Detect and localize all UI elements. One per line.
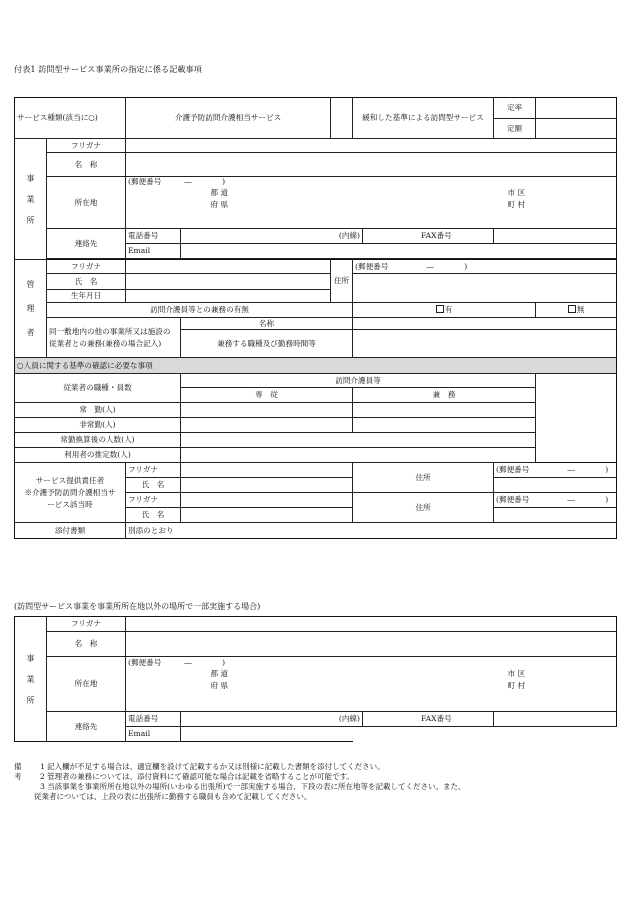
- provider2-postal[interactable]: (郵便番号 ― ): [494, 493, 617, 508]
- branch-address-field[interactable]: [126, 692, 617, 712]
- office-phone-label: 電話番号: [126, 229, 181, 244]
- manager-address-label: 住所: [331, 260, 353, 303]
- branch-phone-ext[interactable]: (内線): [181, 712, 363, 727]
- branch-chouson: 町 村: [494, 680, 617, 692]
- office-furigana-field[interactable]: [126, 139, 617, 153]
- provider2-name-field[interactable]: [181, 508, 353, 523]
- rate-mark[interactable]: [536, 98, 617, 119]
- office-fax-field[interactable]: [494, 229, 617, 244]
- branch-contact-label: 連絡先: [47, 712, 126, 742]
- branch-fax-field[interactable]: [494, 712, 617, 727]
- checkbox-yes[interactable]: [436, 305, 444, 313]
- branch-name-field[interactable]: [126, 632, 617, 657]
- notes-label: 備考: [14, 762, 22, 782]
- manager-other-name-label: 名称: [181, 318, 353, 330]
- staff-helpers-label: 訪問介護員等: [181, 374, 536, 388]
- office-name-label: 名 称: [47, 153, 126, 177]
- office-contact-label: 連絡先: [47, 229, 126, 259]
- branch-todo: 都 道: [210, 668, 229, 678]
- branch-furigana-field[interactable]: [126, 617, 617, 632]
- attachments-value: 別添のとおり: [126, 523, 617, 539]
- manager-concurrent-question: 訪問介護員等との兼務の有無: [47, 303, 353, 318]
- form-title: 付表1 訪問型サービス事業所の指定に係る記載事項: [14, 64, 202, 74]
- branch-section-label: 事業所: [15, 617, 47, 742]
- service-type-label: サービス種類(該当に○): [15, 98, 126, 139]
- service-option-1-mark[interactable]: [331, 98, 353, 139]
- branch-location-label: 所在地: [47, 657, 126, 712]
- office-location-label: 所在地: [47, 177, 126, 229]
- provider1-name-field[interactable]: [181, 478, 353, 493]
- provider2-furigana-field[interactable]: [181, 493, 353, 508]
- manager-birth-field[interactable]: [126, 290, 331, 303]
- staff-parttime-label: 非常勤(人): [15, 418, 181, 433]
- branch-form-table: [14, 616, 617, 742]
- manager-furigana-label: フリガナ: [47, 260, 126, 274]
- service-option-2[interactable]: 緩和した基準による訪問型サービス: [353, 98, 494, 139]
- staff-fulltime-label: 常 勤(人): [15, 403, 181, 418]
- provider1-furigana-field[interactable]: [181, 463, 353, 478]
- branch-fuken: 府 県: [210, 680, 229, 690]
- staff-heading: ○人員に関する基準の確認に必要な事項: [15, 358, 617, 374]
- attachments-label: 添付書類: [15, 523, 126, 539]
- branch-note: (訪問型サービス事業を事業所所在地以外の場所で一部実施する場合): [14, 602, 261, 611]
- office-chouson: 町 村: [494, 199, 617, 211]
- provider1-name-label: 氏 名: [126, 478, 181, 493]
- staff-concurrent-label: 兼 務: [353, 388, 536, 403]
- staff-fte-field[interactable]: [181, 433, 536, 448]
- staff-fte-label: 常勤換算後の人数(人): [15, 433, 181, 448]
- provider1-postal[interactable]: (郵便番号 ― ): [494, 463, 617, 478]
- manager-other-label: 同一敷地内の他の事業所又は施設の従業者との兼務(兼務の場合記入): [47, 318, 181, 358]
- office-fax-label: FAX番号: [363, 229, 494, 244]
- main-form-table: [14, 97, 617, 539]
- note-3: 3 当該事業を事業所所在地以外の場所(いわゆる出張所)で一部実施する場合、下段の表に所在地等を記載してください。また、: [40, 782, 466, 791]
- branch-fax-label: FAX番号: [363, 712, 494, 727]
- branch-email-field[interactable]: [181, 727, 353, 742]
- manager-other-post-label: 兼務する職種及び勤務時間等: [181, 330, 353, 358]
- office-postal[interactable]: (郵便番号 ― ): [126, 177, 617, 187]
- provider1-address-field[interactable]: [494, 478, 617, 493]
- staff-fulltime-only-label: 専 従: [181, 388, 353, 403]
- office-furigana-label: フリガナ: [47, 139, 126, 153]
- staff-users-field[interactable]: [181, 448, 536, 463]
- fixed-label: 定額: [494, 119, 536, 139]
- manager-other-name-field[interactable]: [353, 318, 617, 330]
- manager-concurrent-yes[interactable]: 有: [353, 303, 536, 318]
- office-email-field[interactable]: [181, 244, 617, 259]
- branch-furigana-label: フリガナ: [47, 617, 126, 632]
- provider2-address-field[interactable]: [494, 508, 617, 523]
- office-fuken: 府 県: [210, 199, 229, 209]
- branch-name-label: 名 称: [47, 632, 126, 657]
- provider1-address-label: 住所: [353, 463, 494, 493]
- branch-shiku: 市 区: [494, 668, 617, 680]
- provider-label: サービス提供責任者 ※介護予防訪問介護相当サービス該当時: [15, 463, 126, 523]
- manager-concurrent-no[interactable]: 無: [536, 303, 617, 318]
- office-address-field[interactable]: [126, 211, 617, 229]
- manager-address-field[interactable]: [353, 274, 617, 303]
- note-2: 2 管理者の兼務については、添付資料にて確認可能な場合は記載を省略することが可能です。: [40, 772, 354, 781]
- checkbox-no[interactable]: [568, 305, 576, 313]
- provider1-furigana-label: フリガナ: [126, 463, 181, 478]
- manager-birth-label: 生年月日: [47, 290, 126, 303]
- note-4: 従業者については、上段の表に出張所に勤務する職員も含めて記載してください。: [34, 792, 312, 801]
- service-option-1[interactable]: 介護予防訪問介護相当サービス: [126, 98, 331, 139]
- office-todo: 都 道: [210, 187, 229, 197]
- manager-other-post-field[interactable]: [353, 330, 617, 358]
- office-phone-ext[interactable]: (内線): [181, 229, 363, 244]
- provider2-address-label: 住所: [353, 493, 494, 523]
- rate-label: 定率: [494, 98, 536, 119]
- staff-users-label: 利用者の推定数(人): [15, 448, 181, 463]
- branch-email-label: Email: [126, 727, 181, 742]
- office-email-label: Email: [126, 244, 181, 259]
- office-name-field[interactable]: [126, 153, 617, 177]
- staff-fulltime-concurrent-count[interactable]: [353, 403, 536, 418]
- staff-parttime-concurrent-count[interactable]: [353, 418, 536, 433]
- staff-fulltime-only-count[interactable]: [181, 403, 353, 418]
- office-shiku: 市 区: [494, 187, 617, 199]
- branch-phone-label: 電話番号: [126, 712, 181, 727]
- fixed-mark[interactable]: [536, 119, 617, 139]
- manager-postal[interactable]: (郵便番号 ― ): [353, 260, 617, 274]
- manager-name-label: 氏 名: [47, 274, 126, 290]
- provider2-furigana-label: フリガナ: [126, 493, 181, 508]
- branch-postal[interactable]: (郵便番号 ― ): [126, 657, 617, 668]
- manager-section-label: 管理者: [15, 260, 47, 358]
- staff-parttime-only-count[interactable]: [181, 418, 353, 433]
- manager-furigana-field[interactable]: [126, 260, 331, 274]
- staff-type-count-label: 従業者の職種・員数: [15, 374, 181, 403]
- manager-name-field[interactable]: [126, 274, 331, 290]
- note-1: 1 記入欄が不足する場合は、適宜欄を設けて記載するか又は別様に記載した書類を添付してください。: [40, 762, 385, 771]
- office-section-label: 事業所: [15, 139, 47, 260]
- provider2-name-label: 氏 名: [126, 508, 181, 523]
